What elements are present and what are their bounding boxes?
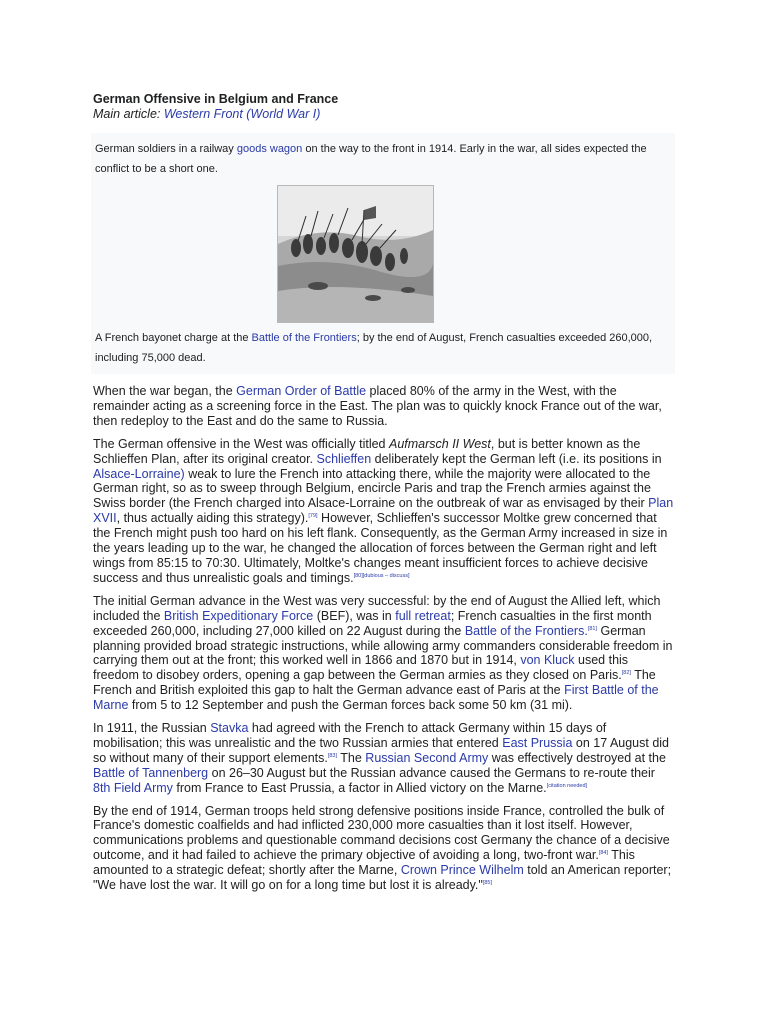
p2-text: However, Schlieffen's successor Moltke grew concerned that the French might push too hard on his left flank. Consequently, as the German Army increased in size in the years leading up to the war, he changed the allocation of forces between the German right and left wings from 85:15 to 70:30. Ultimately, Moltke's changes meant insufficient forces to achieve decisive success and thus unrealistic goals and timings. xyxy=(93,511,668,585)
plan-xvii-link[interactable]: Plan XVII xyxy=(93,496,674,526)
p3-text: from 5 to 12 September and push the German forces back some 50 km (31 mi). xyxy=(128,698,573,713)
p3-text: German planning provided broad strategic instructions, while allowing army commanders considerable freedom in carrying them out at the front; this worked well in 1866 and 1870 but in 1914, xyxy=(93,623,673,668)
p2-text: weak to lure the French into attacking there, while the majority were allocated to the German right, so as to sweep through Belgium, encircle Paris and trap the French armies against the Swiss border (the French charged into Alsace-Lorraine on the outbreak of war as envisaged by their xyxy=(93,466,651,511)
stavka-link[interactable]: Stavka xyxy=(210,721,249,736)
battle-of-frontiers-caption-link[interactable]: Battle of the Frontiers xyxy=(251,332,357,344)
british-expeditionary-force-link[interactable]: British Expeditionary Force xyxy=(163,608,314,623)
p4-text: from France to East Prussia, a factor in Allied victory on the Marne. xyxy=(172,780,547,795)
citation-80-dubious[interactable]: [80][dubious – discuss] xyxy=(353,572,410,579)
schlieffen-link[interactable]: Schlieffen xyxy=(316,451,372,466)
german-order-of-battle-link[interactable]: German Order of Battle xyxy=(236,384,367,398)
p4-text: had agreed with the French to attack Germany within 15 days of mobilisation; this was unrealistic and the two Russian armies that entered xyxy=(93,721,607,750)
russian-second-army-link[interactable]: Russian Second Army xyxy=(365,750,489,765)
figure1-caption-text: German soldiers in a railway xyxy=(95,143,237,155)
8th-field-army-link[interactable]: 8th Field Army xyxy=(93,780,173,795)
first-battle-of-marne-link[interactable]: First Battle of the Marne xyxy=(93,683,659,713)
crown-prince-wilhelm-link[interactable]: Crown Prince Wilhelm xyxy=(400,863,524,878)
paragraph-5 xyxy=(93,804,675,893)
paragraph-2 xyxy=(93,437,675,586)
main-article-note xyxy=(93,107,675,122)
battle-of-tannenberg-link[interactable]: Battle of Tannenberg xyxy=(93,765,209,780)
figure2-caption xyxy=(93,328,673,368)
p3-text: ; French casualties in the first month exceeded 260,000, including 27,000 killed on 22 August during the xyxy=(93,608,652,638)
alsace-lorraine-link[interactable]: Alsace-Lorraine) xyxy=(93,466,185,481)
p3-text: The French and British exploited this gap to halt the German advance east of Paris at the xyxy=(93,668,656,698)
paragraph-4 xyxy=(93,721,675,796)
main-article-link[interactable]: Western Front (World War I) xyxy=(163,107,321,121)
p2-text: , thus actually aiding this strategy). xyxy=(116,511,309,526)
battle-of-frontiers-link[interactable]: Battle of the Frontiers. xyxy=(464,623,588,638)
p2-text: The German offensive in the West was officially titled xyxy=(93,436,389,451)
citation-82[interactable]: [82] xyxy=(621,670,631,677)
aufmarsch-title: Aufmarsch II West xyxy=(388,436,491,451)
figure1-caption xyxy=(93,139,673,179)
p4-text: on 17 August did so without many of their support elements. xyxy=(93,735,670,765)
p4-text: on 26–30 August but the Russian advance caused the Germans to re-route their xyxy=(208,765,655,780)
figure2-caption-text-end: ; by the end of August, French casualties exceeded 260,000, including 75,000 dead. xyxy=(95,332,653,364)
p1-text: When the war began, the xyxy=(93,384,237,398)
citation-84[interactable]: [84] xyxy=(598,850,609,857)
p2-text: deliberately kept the German left (i.e. its positions in xyxy=(371,451,662,466)
figure1-caption-text-end: on the way to the front in 1914. Early in the war, all sides expected the conflict to be a short one. xyxy=(95,143,647,175)
p4-text: In 1911, the Russian xyxy=(93,721,211,736)
section-title: German Offensive in Belgium and France xyxy=(93,92,339,106)
article-content xyxy=(93,92,675,893)
paragraph-3 xyxy=(93,594,675,713)
p4-text: The xyxy=(337,750,366,765)
p5-text: By the end of 1914, German troops held strong defensive positions inside France, controlled the bulk of France's domestic coalfields and had inflicted 230,000 more casualties than it lost itself. However, communications problems and questionable command decisions cost Germany the chance of a decisive outcome, and it had failed to achieve the primary objective of avoiding a long, two-front war. xyxy=(93,803,670,863)
von-kluck-link[interactable]: von Kluck xyxy=(520,653,575,668)
full-retreat-link[interactable]: full retreat xyxy=(395,608,451,623)
p3-text: The initial German advance in the West was very successful: by the end of August the Allied left, which included the xyxy=(93,593,661,623)
citation-81[interactable]: [81] xyxy=(587,625,597,632)
paragraph-1 xyxy=(93,384,675,429)
east-prussia-link[interactable]: East Prussia xyxy=(502,735,573,750)
bayonet-charge-image[interactable] xyxy=(277,185,434,323)
main-article-prefix: Main article: xyxy=(93,107,164,121)
p4-text: was effectively destroyed at the xyxy=(488,750,666,765)
bayonet-charge-illustration xyxy=(278,186,433,322)
goods-wagon-link[interactable]: goods wagon xyxy=(236,143,303,155)
p3-text: used this freedom to disobey orders, opening a gap between the German armies as they closed on Paris. xyxy=(93,653,629,683)
citation-85[interactable]: [85] xyxy=(482,880,493,887)
citation-79[interactable]: [79] xyxy=(308,513,318,520)
p5-text: told an American reporter; "We have lost the war. It will go on for a long time but lost it is already." xyxy=(93,863,672,893)
citation-83[interactable]: [83] xyxy=(327,752,338,759)
figure-box xyxy=(91,133,675,374)
p5-text: This amounted to a strategic defeat; shortly after the Marne, xyxy=(93,848,635,878)
p1-text: placed 80% of the army in the West, with the remainder acting as a screening force in the East. The plan was to quickly knock France out of the war, then redeploy to the East and do the same to Russia. xyxy=(93,384,662,428)
citation-needed[interactable]: [citation needed] xyxy=(546,782,588,789)
p2-text: , but is better known as the Schlieffen Plan, after its original creator. xyxy=(93,436,641,466)
p3-text: (BEF), was in xyxy=(313,608,396,623)
figure2-caption-text: A French bayonet charge at the xyxy=(95,332,252,344)
